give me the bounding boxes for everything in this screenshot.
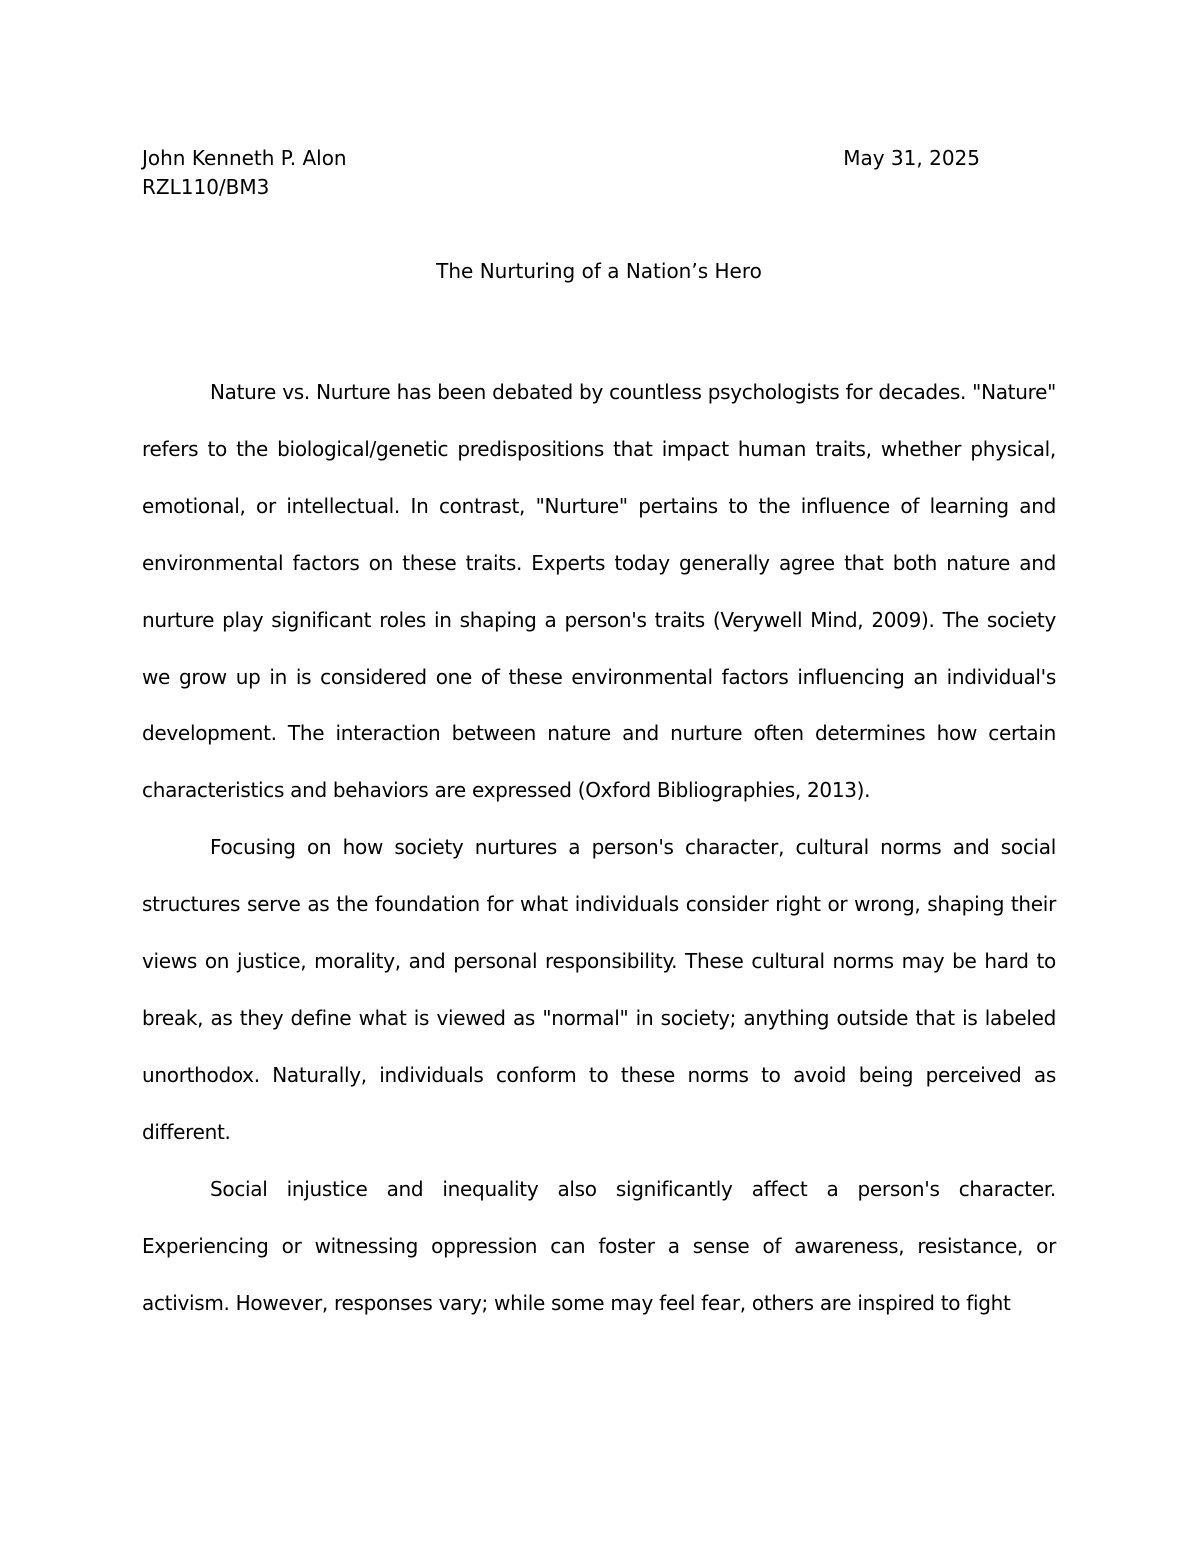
header-row (142, 143, 980, 173)
document-title: The Nurturing of a Nation’s Hero (436, 259, 762, 283)
body-text (142, 364, 1056, 1331)
paragraph-3: Social injustice and inequality also significantly affect a person's character. Experiencing or witnessing oppression can foster a sense of awareness, resistance, or activism. However, responses vary; while some may feel fear, others are inspired to fight (142, 1176, 1056, 1315)
paragraph-2: Focusing on how society nurtures a person's character, cultural norms and social structures serve as the foundation for what individuals consider right or wrong, shaping their views on justice, morality, and personal responsibility. These cultural norms may be hard to break, as they define what is viewed as "normal" in society; anything outside that is labeled unorthodox. Naturally, individuals conform to these norms to avoid being perceived as different. (142, 835, 1056, 1144)
course-code: RZL110/BM3 (142, 175, 270, 199)
paragraph-1: Nature vs. Nurture has been debated by countless psychologists for decades. "Nature" refers to the biological/genetic predispositions that impact human traits, whether physical, emotional, or intellectual. In contrast, "Nurture" pertains to the influence of learning and environmental factors on these traits. Experts today generally agree that both nature and nurture play significant roles in shaping a person's traits (Verywell Mind, 2009). The society we grow up in is considered one of these environmental factors influencing an individual's development. The interaction between nature and nurture often determines how certain characteristics and behaviors are expressed (Oxford Bibliographies, 2013). (142, 380, 1056, 803)
author-name: John Kenneth P. Alon (142, 146, 347, 170)
date: May 31, 2025 (843, 146, 980, 170)
